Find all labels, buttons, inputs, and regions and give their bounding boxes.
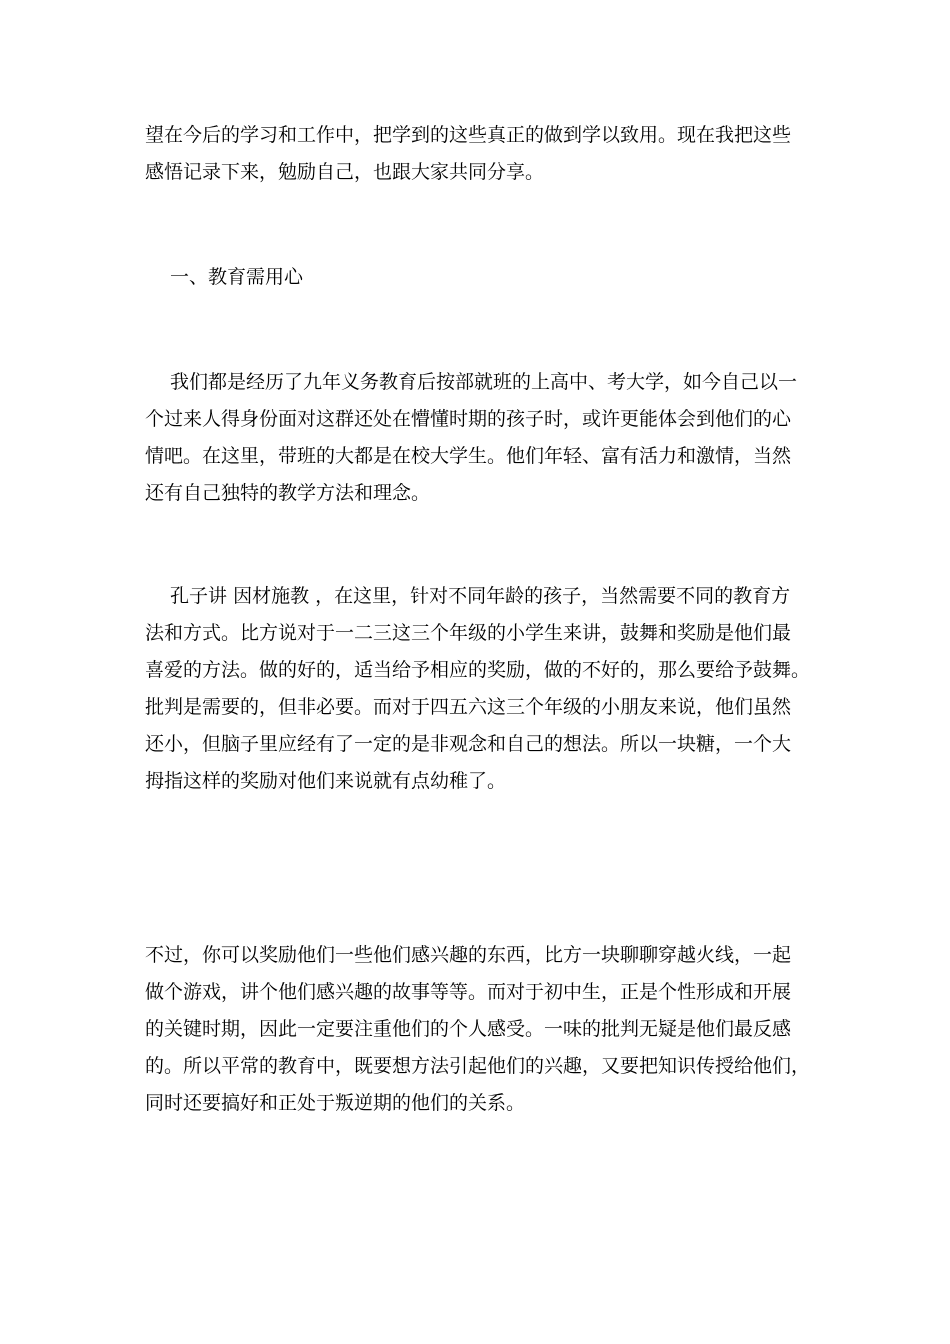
text-line: 喜爱的方法。做的好的，适当给予相应的奖励，做的不好的，那么要给予鼓舞。 [145,659,811,681]
text-line: 拇指这样的奖励对他们来说就有点幼稚了。 [145,770,507,792]
intro-paragraph [145,117,813,191]
text-line: 感悟记录下来，勉励自己，也跟大家共同分享。 [145,161,545,183]
text-line: 我们都是经历了九年义务教育后按部就班的上高中、考大学，如今自己以一 [145,371,798,393]
text-line: 法和方式。比方说对于一二三这三个年级的小学生来讲，鼓舞和奖励是他们最 [145,622,792,644]
section-heading-text: 一、教育需用心 [145,266,304,288]
paragraph-2 [145,578,813,800]
text-line: 还小，但脑子里应经有了一定的是非观念和自己的想法。所以一块糖，一个大 [145,733,792,755]
paragraph-1 [145,364,813,512]
text-line: 个过来人得身份面对这群还处在懵懂时期的孩子时，或许更能体会到他们的心 [145,408,792,430]
paragraph-3 [145,937,813,1122]
text-line: 的关键时期，因此一定要注重他们的个人感受。一味的批判无疑是他们最反感 [145,1018,792,1040]
text-line: 不过，你可以奖励他们一些他们感兴趣的东西，比方一块聊聊穿越火线，一起 [145,944,792,966]
text-line: 还有自己独特的教学方法和理念。 [145,482,431,504]
text-line: 望在今后的学习和工作中，把学到的这些真正的做到学以致用。现在我把这些 [145,124,792,146]
text-line: 同时还要搞好和正处于叛逆期的他们的关系。 [145,1092,526,1114]
text-line: 做个游戏，讲个他们感兴趣的故事等等。而对于初中生，正是个性形成和开展 [145,981,792,1003]
text-line: 孔子讲 因材施教 ，在这里，针对不同年龄的孩子，当然需要不同的教育方 [145,585,791,607]
text-line: 情吧。在这里，带班的大都是在校大学生。他们年轻、富有活力和激情，当然 [145,445,792,467]
text-line: 的。所以平常的教育中，既要想方法引起他们的兴趣，又要把知识传授给他们， [145,1055,811,1077]
text-line: 批判是需要的，但非必要。而对于四五六这三个年级的小朋友来说，他们虽然 [145,696,792,718]
section-heading [145,259,813,296]
